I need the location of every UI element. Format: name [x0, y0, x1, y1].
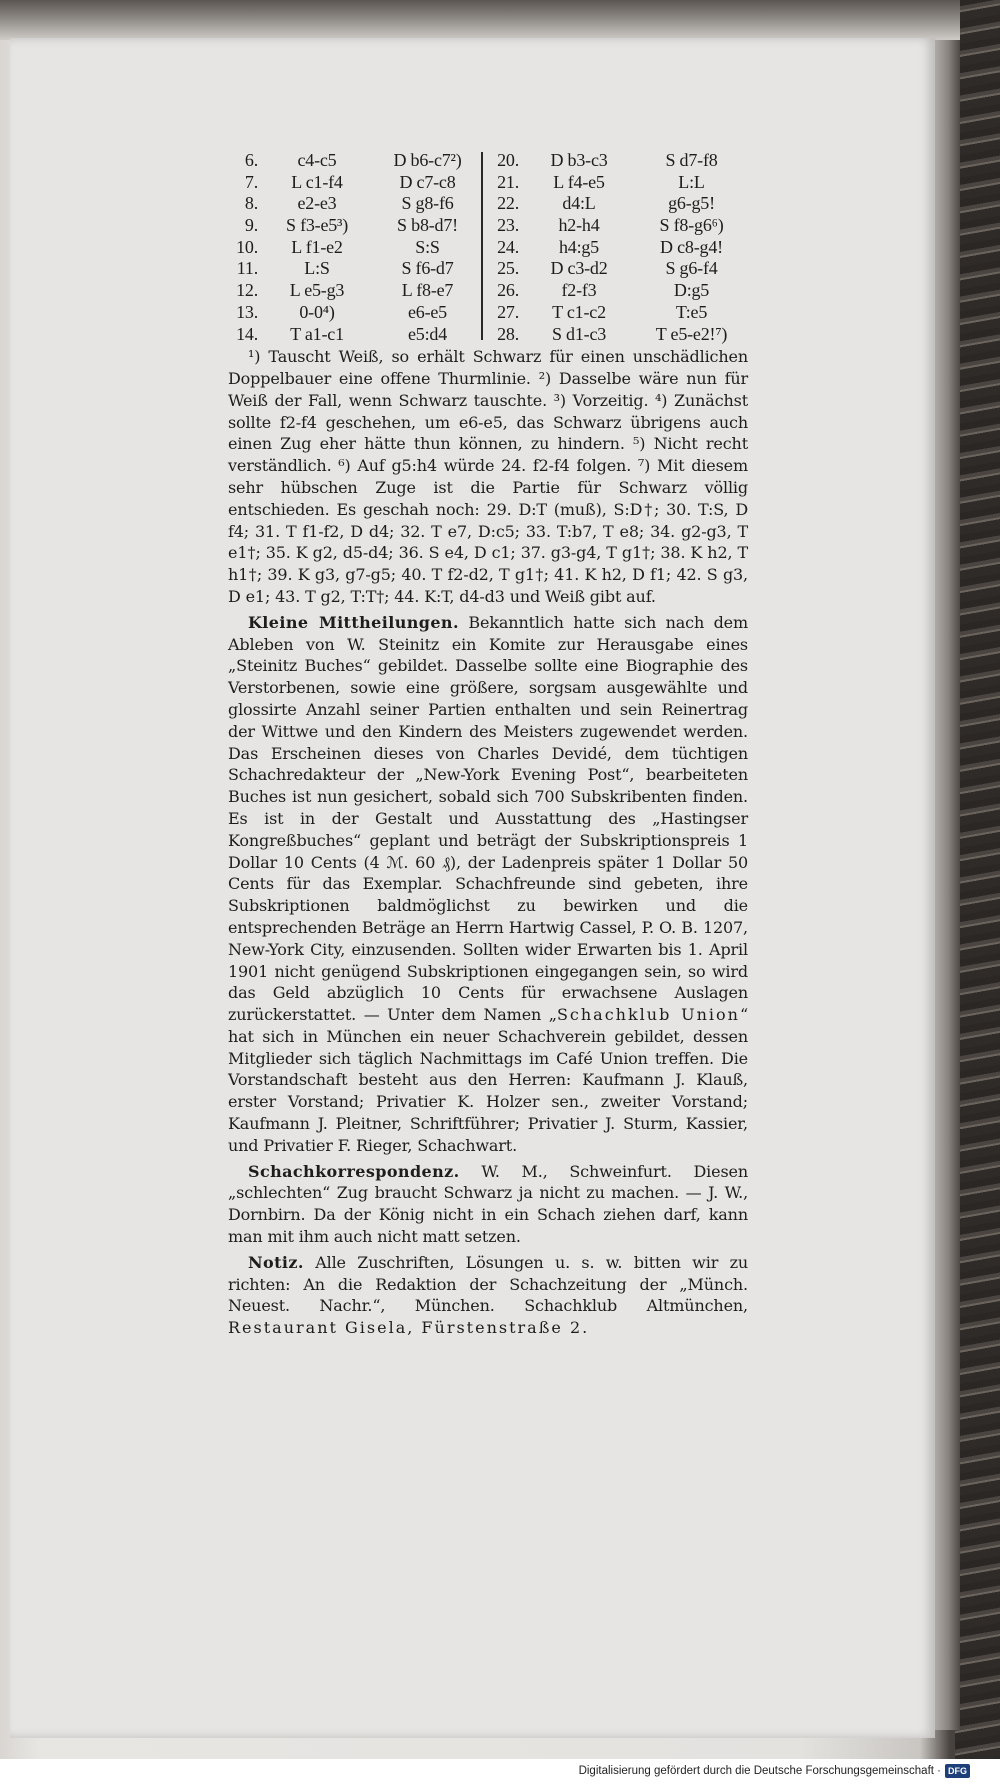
move-number: 21.	[497, 171, 519, 192]
schachkorrespondenz-section	[228, 1161, 748, 1248]
move-number: 11.	[236, 258, 258, 279]
white-move: L:S	[304, 258, 330, 279]
move-row	[228, 324, 483, 346]
black-move: S g6-f4	[665, 258, 718, 279]
section-heading: Kleine Mittheilungen.	[248, 612, 459, 632]
move-row	[483, 215, 748, 237]
page-content	[228, 150, 748, 1339]
move-number: 27.	[497, 301, 519, 322]
move-row	[228, 172, 483, 194]
white-move: D b3-c3	[550, 150, 608, 170]
notiz-section	[228, 1252, 748, 1339]
white-move: h4:g5	[558, 236, 599, 257]
club-name: Schachklub Union	[556, 1005, 740, 1025]
white-move: f2-f3	[561, 280, 597, 301]
move-number: 10.	[236, 236, 258, 257]
move-row	[483, 237, 748, 259]
move-row	[228, 237, 483, 259]
digitization-footer	[0, 1759, 1000, 1784]
black-move: D c7-c8	[399, 171, 456, 192]
white-move: D c3-d2	[550, 258, 608, 279]
black-move: g6-g5!	[668, 193, 715, 214]
page-top-edge	[0, 0, 960, 40]
black-move: S d7-f8	[665, 150, 718, 170]
move-row	[483, 193, 748, 215]
white-move: d4:L	[562, 193, 596, 214]
footer-text: Digitalisierung gefördert durch die Deutsche Forschungsgemeinschaft ·	[578, 1765, 941, 1777]
move-number: 9.	[244, 215, 258, 236]
white-move: L f4-e5	[553, 171, 605, 192]
move-number: 23.	[497, 215, 519, 236]
black-move: S b8-d7!	[397, 215, 458, 236]
black-move: L:L	[678, 171, 705, 192]
move-number: 7.	[244, 171, 258, 192]
section-heading: Notiz.	[248, 1252, 304, 1272]
moves-column-right	[483, 150, 748, 345]
move-row	[483, 324, 748, 346]
move-number: 6.	[244, 150, 258, 170]
move-number: 25.	[497, 258, 519, 279]
book-cover-edge	[955, 0, 1000, 1784]
kleine-mitteilungen-section	[228, 612, 748, 1157]
white-move: L c1-f4	[291, 171, 343, 192]
move-row	[483, 172, 748, 194]
white-move: L e5-g3	[289, 280, 345, 301]
white-move: e2-e3	[297, 193, 337, 214]
black-move: S f6-d7	[401, 258, 454, 279]
move-row	[228, 215, 483, 237]
move-number: 22.	[497, 193, 519, 214]
move-row	[228, 150, 483, 172]
black-move: T e5-e2!⁷)	[655, 323, 728, 344]
move-number: 28.	[497, 323, 519, 344]
white-move: 0-0⁴)	[299, 301, 335, 322]
dfg-logo: DFG	[945, 1764, 970, 1778]
move-row	[228, 280, 483, 302]
black-move: D:g5	[673, 280, 710, 301]
white-move: c4-c5	[297, 150, 337, 170]
black-move: D b6-c7²)	[393, 150, 462, 170]
move-row	[228, 258, 483, 280]
move-number: 14.	[236, 323, 258, 344]
section-text: Alle Zuschriften, Lösungen u. s. w. bitten wir zu richten: An die Redaktion der Schachzeitung der „Münch. Neuest. Nachr.“, München. Schachklub Altmünchen,	[228, 1252, 748, 1316]
move-row	[483, 258, 748, 280]
white-move: S f3-e5³)	[285, 215, 349, 236]
white-move: S d1-c3	[551, 323, 607, 344]
move-number: 20.	[497, 150, 519, 170]
venue-address: Restaurant Gisela, Fürstenstraße 2.	[228, 1318, 590, 1338]
white-move: L f1-e2	[291, 236, 343, 257]
move-number: 24.	[497, 236, 519, 257]
move-number: 13.	[236, 301, 258, 322]
game-moves-table	[228, 150, 748, 345]
black-move: S f8-g6⁶)	[659, 215, 724, 236]
move-number: 8.	[244, 193, 258, 214]
black-move: S g8-f6	[401, 193, 454, 214]
section-text-cont: “ hat sich in München ein neuer Schachverein gebildet, dessen Mitglieder sich täglich Nachmittags im Café Union treffen. Die Vorstandschaft besteht aus den Herren: Kaufmann J. Klauß, erster Vorstand; Privatier K. Holzer sen., zweiter Vorstand; Kaufmann J. Pleitner, Schriftführer; Privatier J. Sturm, Kassier, und Privatier F. Rieger, Schachwart.	[228, 1005, 748, 1155]
move-row	[483, 280, 748, 302]
black-move: e5:d4	[408, 323, 447, 344]
black-move: D c8-g4!	[660, 236, 723, 257]
section-heading: Schachkorrespondenz.	[248, 1161, 460, 1181]
black-move: L f8-e7	[401, 280, 454, 301]
white-move: h2-h4	[558, 215, 600, 236]
move-row	[228, 193, 483, 215]
black-move: T:e5	[675, 301, 708, 322]
black-move: S:S	[415, 236, 440, 257]
white-move: T c1-c2	[552, 301, 606, 322]
section-text: Bekanntlich hatte sich nach dem Ableben von W. Steinitz ein Komite zur Herausgabe eines „Steinitz Buches“ gebildet. Dasselbe sollte eine Biographie des Verstorbenen, sowie eine größere, sorgsam ausgewählte und glossirte Anzahl seiner Partien enthalten und sein Reinertrag der Wittwe und den Kindern des Meisters zugewendet werden. Das Erscheinen dieses von Charles Devidé, dem tüchtigen Schachredakteur der „New-York Evening Post“, bearbeiteten Buches ist nun gesichert, sobald sich 700 Subskribenten finden. Es ist in der Gestalt und Ausstattung des „Hastingser Kongreßbuches“ geplant und beträgt der Subskriptionspreis 1 Dollar 10 Cents (4 ℳ. 60 ₰), der Ladenpreis später 1 Dollar 50 Cents für das Exemplar. Schachfreunde sind gebeten, ihre Subskriptionen baldmöglichst zu bewirken und die entsprechenden Beträge an Herrn Hartwig Cassel, P. O. B. 1207, New-York City, einzusenden. Sollten wider Erwarten bis 1. April 1901 nicht genügend Subskriptionen eingegangen sein, so wird das Geld abzüglich 10 Cents für erwachsene Auslagen zurückerstattet. — Unter dem Namen „	[228, 612, 749, 1025]
moves-column-left	[228, 150, 483, 345]
move-number: 26.	[497, 280, 519, 301]
black-move: e6-e5	[408, 301, 447, 322]
game-annotations: ¹) Tauscht Weiß, so erhält Schwarz für einen unschädlichen Doppelbauer eine offene Thurmlinie. ²) Dasselbe wäre nun für Weiß der Fall, wenn Schwarz tauschte. ³) Vorzeitig. ⁴) Zunächst sollte f2-f4 geschehen, um e6-e5, das Schwarz übrigens auch einen Zug eher hätte thun können, zu hindern. ⁵) Nicht recht verständlich. ⁶) Auf g5:h4 würde 24. f2-f4 folgen. ⁷) Mit diesem sehr hübschen Zuge ist die Partie für Schwarz völlig entschieden. Es geschah noch: 29. D:T (muß), S:D†; 30. T:S, D f4; 31. T f1-f2, D d4; 32. T e7, D:c5; 33. T:b7, T e8; 34. g2-g3, T e1†; 35. K g2, d5-d4; 36. S e4, D c1; 37. g3-g4, T g1†; 38. K h2, T h1†; 39. K g3, g7-g5; 40. T f2-d2, T g1†; 41. K h2, D f1; 42. S g3, D e1; 43. T g2, T:T†; 44. K:T, d4-d3 und Weiß gibt auf.	[228, 347, 748, 606]
section-text: W. M., Schweinfurt. Diesen „schlechten“ Zug braucht Schwarz ja nicht zu machen. — J. W., Dornbirn. Da der König nicht in ein Schach ziehen darf, kann man mit ihm auch nicht matt setzen.	[228, 1161, 748, 1247]
move-row	[483, 302, 748, 324]
move-row	[483, 150, 748, 172]
move-row	[228, 302, 483, 324]
white-move: T a1-c1	[290, 323, 344, 344]
move-number: 12.	[236, 280, 258, 301]
